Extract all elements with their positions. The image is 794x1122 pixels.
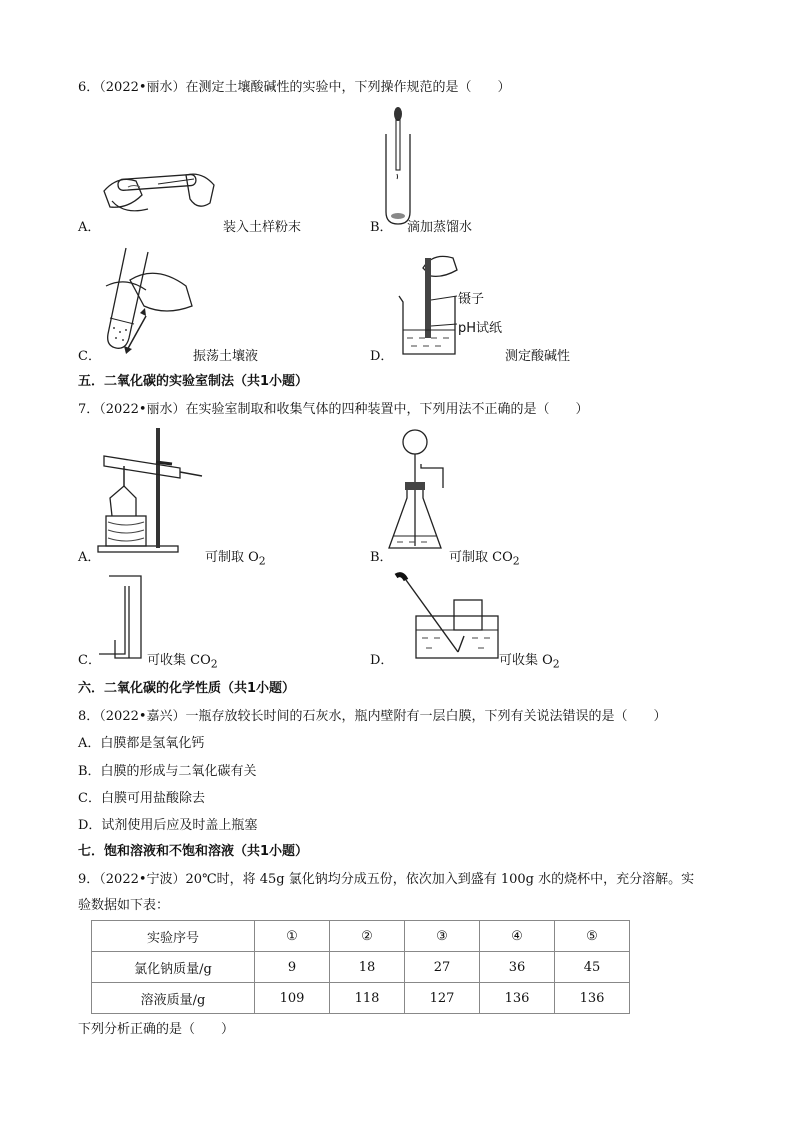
q8-option-a: A．白膜都是氢氧化钙 xyxy=(78,736,205,751)
section-7-heading: 七．饱和溶液和不饱和溶液（共1小题） xyxy=(78,844,309,859)
q7-stem: 7．（2022•丽水）在实验室制取和收集气体的四种装置中，下列用法不正确的是（ ） xyxy=(78,402,589,417)
table-cell: 136 xyxy=(555,983,630,1014)
q7-option-b-caption: 可制取 $CO_2$ xyxy=(449,550,520,568)
q7-option-a-letter: A． xyxy=(78,550,101,565)
section-6-heading: 六．二氧化碳的化学性质（共1小题） xyxy=(78,681,296,696)
heating-apparatus-illustration xyxy=(96,426,206,556)
q6-option-a-letter: A． xyxy=(78,220,101,235)
table-header-row xyxy=(92,921,630,952)
water-trough-illustration xyxy=(392,572,502,664)
q7-option-c-caption: 可收集 $CO_2$ xyxy=(147,653,218,671)
table-cell: 45 xyxy=(555,952,630,983)
beaker-ph-paper-illustration xyxy=(395,250,465,360)
table-cell: 136 xyxy=(480,983,555,1014)
q9-stem-line2: 验数据如下表： xyxy=(78,898,170,913)
q6-option-d-letter: D． xyxy=(370,349,394,364)
section-5-heading: 五．二氧化碳的实验室制法（共1小题） xyxy=(78,374,309,389)
hands-test-tube-illustration xyxy=(98,165,228,220)
table-cell: 实验序号 xyxy=(92,921,255,952)
q8-option-b: B．白膜的形成与二氧化碳有关 xyxy=(78,764,257,779)
q7-option-d-letter: D． xyxy=(370,653,394,668)
q9-prompt: 下列分析正确的是（ ） xyxy=(78,1022,235,1037)
table-cell: ② xyxy=(330,921,405,952)
table-cell: 109 xyxy=(255,983,330,1014)
q6-option-b-letter: B． xyxy=(370,220,393,235)
ph-paper-label: pH试纸 xyxy=(458,321,503,336)
table-row xyxy=(92,983,630,1014)
table-cell: 氯化钠质量/g xyxy=(92,952,255,983)
table-cell: 127 xyxy=(405,983,480,1014)
table-row xyxy=(92,952,630,983)
table-cell: ③ xyxy=(405,921,480,952)
q9-stem-line1: 9．（2022•宁波）20℃时，将 45g 氯化钠均分成五份，依次加入到盛有 100g 水的烧杯中，充分溶解。实 xyxy=(78,872,695,887)
flask-funnel-illustration xyxy=(385,428,455,556)
q6-option-d-caption: 测定酸碱性 xyxy=(505,349,571,364)
q7-option-b-letter: B． xyxy=(370,550,393,565)
table-cell: 118 xyxy=(330,983,405,1014)
table-cell: 36 xyxy=(480,952,555,983)
dropper-test-tube-illustration xyxy=(383,104,413,229)
table-cell: ⑤ xyxy=(555,921,630,952)
q7-option-c-letter: C． xyxy=(78,653,101,668)
shaking-test-tube-illustration xyxy=(96,246,206,356)
table-cell: 27 xyxy=(405,952,480,983)
q8-option-c: C．白膜可用盐酸除去 xyxy=(78,791,205,806)
table-cell: ① xyxy=(255,921,330,952)
tweezers-label: 镊子 xyxy=(458,292,485,307)
q6-option-c-caption: 振荡土壤液 xyxy=(193,349,259,364)
q6-option-a-caption: 装入土样粉末 xyxy=(223,220,302,235)
experiment-data-table xyxy=(91,920,630,1014)
table-cell: ④ xyxy=(480,921,555,952)
q8-option-d: D．试剂使用后应及时盖上瓶塞 xyxy=(78,818,258,833)
q6-stem: 6．（2022•丽水）在测定土壤酸碱性的实验中，下列操作规范的是（ ） xyxy=(78,80,511,95)
q7-option-a-caption: 可制取 $O_2$ xyxy=(205,550,266,568)
collecting-bottle-upward-illustration xyxy=(95,574,145,666)
q8-stem: 8．（2022•嘉兴）一瓶存放较长时间的石灰水，瓶内壁附有一层白膜，下列有关说法错误的是（ ） xyxy=(78,709,667,724)
q6-option-c-letter: C． xyxy=(78,349,101,364)
table-cell: 18 xyxy=(330,952,405,983)
q7-option-d-caption: 可收集 $O_2$ xyxy=(499,653,560,671)
table-cell: 溶液质量/g xyxy=(92,983,255,1014)
table-cell: 9 xyxy=(255,952,330,983)
q6-option-b-caption: 滴加蒸馏水 xyxy=(407,220,473,235)
